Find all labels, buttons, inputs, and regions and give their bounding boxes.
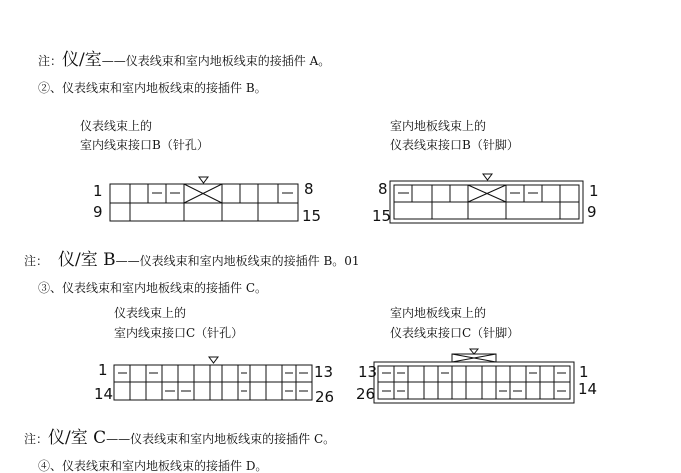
conn-b-right-pin-tr: 1 [589,182,599,200]
conn-b-right-line1: 室内地板线束上的 [390,119,487,133]
connector-c-right [374,349,574,403]
conn-c-left-pin-tl: 1 [98,361,108,379]
item-2: ②、仪表线束和室内地板线束的接插件 B。 [38,81,267,95]
connector-c-left [114,357,312,400]
conn-c-left-line2: 室内线束接口C（针孔） [114,326,244,340]
conn-c-right-pin-br: 14 [578,380,598,398]
conn-b-right-pin-tl: 8 [378,180,388,198]
key-triangle-icon [199,177,208,183]
note-a-code: 仪/室 [62,50,102,70]
conn-b-left-line1: 仪表线束上的 [80,119,153,133]
conn-c-left-pin-bl: 14 [94,385,114,403]
conn-b-right-pin-br: 9 [587,203,597,221]
note-c-prefix: 注： [24,432,49,446]
item-3: ③、仪表线束和室内地板线束的接插件 C。 [38,281,267,295]
key-triangle-icon [470,349,478,354]
conn-b-left-pin-tl: 1 [93,182,103,200]
note-b-prefix: 注： [24,254,49,268]
conn-b-right-line2: 仪表线束接口B（针脚） [390,138,519,152]
connector-b-left [110,177,298,221]
connector-b-right [390,174,583,223]
note-b-code: 仪/室 B [58,250,116,270]
key-triangle-icon [483,174,492,180]
conn-b-right-pin-bl: 15 [372,207,392,225]
conn-c-right-pin-tl: 13 [358,363,378,381]
conn-b-left-line2: 室内线束接口B（针孔） [80,138,209,152]
conn-b-left-pin-br: 15 [302,207,322,225]
conn-c-right-line2: 仪表线束接口C（针脚） [390,326,520,340]
conn-c-left-pin-br: 26 [315,388,335,406]
note-c-text: ——仪表线束和室内地板线束的接插件 C。 [106,432,336,446]
key-triangle-icon [209,357,218,363]
conn-c-right-pin-tr: 1 [579,363,589,381]
note-c-code: 仪/室 C [48,428,107,448]
note-b-text: ——仪表线束和室内地板线束的接插件 B。01 [115,254,360,268]
conn-c-left-line1: 仪表线束上的 [114,306,187,320]
item-4: ④、仪表线束和室内地板线束的接插件 D。 [38,459,268,473]
conn-b-left-pin-tr: 8 [304,180,314,198]
conn-c-right-line1: 室内地板线束上的 [390,306,487,320]
note-a-prefix: 注： [38,54,63,68]
note-a-text: ——仪表线束和室内地板线束的接插件 A。 [101,54,331,68]
conn-b-left-pin-bl: 9 [93,203,103,221]
conn-c-right-pin-bl: 26 [356,385,376,403]
conn-c-left-pin-tr: 13 [314,363,334,381]
